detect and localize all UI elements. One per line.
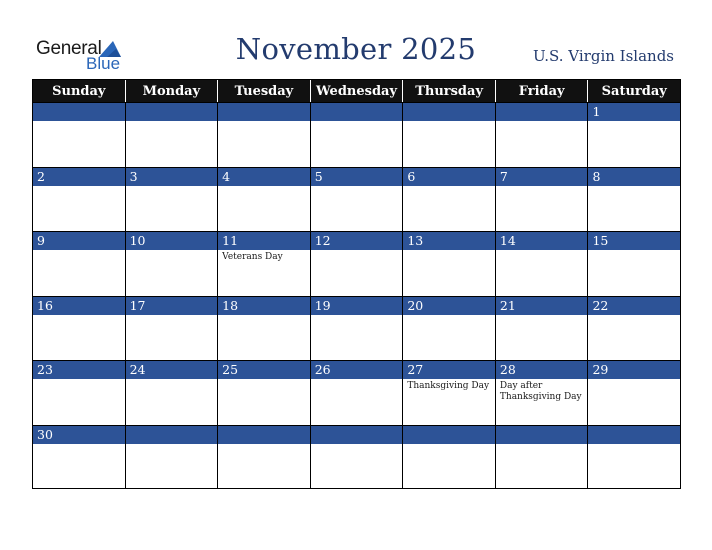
day-number — [403, 103, 495, 121]
day-cell[interactable] — [403, 426, 496, 490]
day-number: 21 — [496, 297, 588, 315]
holiday-label — [311, 121, 403, 123]
day-cell[interactable] — [496, 232, 589, 296]
holiday-label — [33, 315, 125, 317]
day-cell[interactable] — [496, 426, 589, 490]
day-cell[interactable] — [126, 168, 219, 232]
holiday-label — [588, 250, 680, 252]
weekday-header: Tuesday — [218, 80, 311, 102]
day-number: 8 — [588, 168, 680, 186]
holiday-label — [403, 444, 495, 446]
day-number: 3 — [126, 168, 218, 186]
day-cell[interactable] — [33, 426, 126, 490]
day-number — [496, 103, 588, 121]
holiday-label — [126, 379, 218, 381]
day-cell[interactable] — [588, 232, 680, 296]
day-cell[interactable] — [218, 232, 311, 296]
day-cell[interactable] — [33, 297, 126, 361]
holiday-label — [588, 121, 680, 123]
region-label: U.S. Virgin Islands — [533, 47, 674, 65]
day-number — [311, 103, 403, 121]
day-number: 28 — [496, 361, 588, 379]
day-number: 18 — [218, 297, 310, 315]
day-cell[interactable] — [403, 232, 496, 296]
holiday-label — [496, 186, 588, 188]
holiday-label — [126, 186, 218, 188]
holiday-label — [33, 121, 125, 123]
holiday-label — [126, 250, 218, 252]
day-cell[interactable] — [311, 297, 404, 361]
weekday-header: Monday — [126, 80, 219, 102]
day-cell[interactable] — [126, 297, 219, 361]
holiday-label — [126, 315, 218, 317]
logo-text-general: General — [36, 38, 102, 59]
day-cell[interactable] — [311, 103, 404, 167]
day-cell[interactable] — [588, 168, 680, 232]
day-cell[interactable] — [311, 361, 404, 425]
weekday-header-row — [33, 80, 680, 102]
day-cell[interactable] — [403, 361, 496, 425]
day-number: 12 — [311, 232, 403, 250]
day-cell[interactable] — [403, 297, 496, 361]
day-cell[interactable] — [496, 103, 589, 167]
holiday-label — [496, 250, 588, 252]
day-number: 9 — [33, 232, 125, 250]
holiday-label — [588, 379, 680, 381]
day-number — [311, 426, 403, 444]
holiday-label — [218, 379, 310, 381]
day-number: 13 — [403, 232, 495, 250]
holiday-label — [403, 250, 495, 252]
day-number: 6 — [403, 168, 495, 186]
holiday-label — [403, 186, 495, 188]
week-row — [33, 425, 680, 490]
day-number — [218, 426, 310, 444]
holiday-label — [311, 250, 403, 252]
day-number: 4 — [218, 168, 310, 186]
day-number — [33, 103, 125, 121]
day-cell[interactable] — [33, 103, 126, 167]
weeks-container — [33, 102, 680, 489]
day-cell[interactable] — [496, 361, 589, 425]
holiday-label: Day after Thanksgiving Day — [499, 381, 582, 402]
holiday-label — [496, 444, 588, 446]
day-number — [126, 103, 218, 121]
holiday-label: Veterans Day — [222, 252, 283, 262]
day-cell[interactable] — [126, 232, 219, 296]
weekday-header: Wednesday — [311, 80, 404, 102]
day-number — [403, 426, 495, 444]
day-number: 26 — [311, 361, 403, 379]
day-number: 19 — [311, 297, 403, 315]
day-cell[interactable] — [218, 103, 311, 167]
holiday-label: Thanksgiving Day — [407, 381, 490, 391]
day-cell[interactable] — [311, 426, 404, 490]
day-cell[interactable] — [33, 168, 126, 232]
week-row — [33, 360, 680, 425]
holiday-label — [588, 186, 680, 188]
day-number: 27 — [403, 361, 495, 379]
day-number: 20 — [403, 297, 495, 315]
week-row — [33, 296, 680, 361]
month-calendar — [32, 79, 681, 489]
holiday-label — [588, 315, 680, 317]
holiday-label — [403, 315, 495, 317]
week-row — [33, 167, 680, 232]
holiday-label — [496, 121, 588, 123]
day-cell[interactable] — [403, 103, 496, 167]
day-number: 10 — [126, 232, 218, 250]
holiday-label — [218, 186, 310, 188]
holiday-label — [218, 315, 310, 317]
holiday-label — [218, 444, 310, 446]
logo-text-blue: Blue — [86, 54, 121, 73]
holiday-label — [33, 379, 125, 381]
weekday-header: Saturday — [601, 83, 667, 99]
day-cell[interactable] — [218, 361, 311, 425]
week-row — [33, 231, 680, 296]
weekday-header: Friday — [496, 80, 589, 102]
day-cell[interactable] — [33, 232, 126, 296]
weekday-header: Sunday — [33, 80, 126, 102]
day-number: 17 — [126, 297, 218, 315]
day-number: 15 — [588, 232, 680, 250]
day-number: 22 — [588, 297, 680, 315]
holiday-label — [33, 186, 125, 188]
day-cell[interactable] — [33, 361, 126, 425]
day-number: 16 — [33, 297, 125, 315]
day-number: 24 — [126, 361, 218, 379]
day-number: 2 — [33, 168, 125, 186]
day-cell[interactable] — [311, 232, 404, 296]
day-cell[interactable] — [311, 168, 404, 232]
day-number: 1 — [588, 103, 680, 121]
holiday-label — [126, 444, 218, 446]
holiday-label — [218, 121, 310, 123]
holiday-label — [126, 121, 218, 123]
day-cell[interactable] — [496, 297, 589, 361]
weekday-header: Thursday — [403, 80, 496, 102]
day-number — [588, 426, 680, 444]
holiday-label — [33, 444, 125, 446]
day-cell[interactable] — [218, 426, 311, 490]
day-cell[interactable] — [588, 426, 680, 490]
holiday-label — [311, 444, 403, 446]
holiday-label — [311, 379, 403, 381]
day-cell[interactable] — [126, 103, 219, 167]
day-number: 23 — [33, 361, 125, 379]
day-cell[interactable] — [588, 297, 680, 361]
holiday-label — [588, 444, 680, 446]
day-number — [496, 426, 588, 444]
day-number: 11 — [218, 232, 310, 250]
day-cell[interactable] — [218, 168, 311, 232]
holiday-label — [496, 315, 588, 317]
holiday-label — [403, 121, 495, 123]
holiday-label — [311, 186, 403, 188]
calendar-title: November 2025 — [235, 32, 477, 66]
day-cell[interactable] — [403, 168, 496, 232]
week-row — [33, 102, 680, 167]
day-cell[interactable] — [496, 168, 589, 232]
day-number: 14 — [496, 232, 588, 250]
holiday-label — [33, 250, 125, 252]
day-number: 29 — [588, 361, 680, 379]
day-number: 7 — [496, 168, 588, 186]
day-number — [126, 426, 218, 444]
day-number — [218, 103, 310, 121]
day-cell[interactable] — [126, 426, 219, 490]
day-number: 25 — [218, 361, 310, 379]
day-cell[interactable] — [588, 361, 680, 425]
day-cell[interactable] — [126, 361, 219, 425]
day-number: 5 — [311, 168, 403, 186]
day-cell[interactable] — [218, 297, 311, 361]
holiday-label — [311, 315, 403, 317]
day-cell[interactable] — [588, 103, 680, 167]
day-number: 30 — [33, 426, 125, 444]
